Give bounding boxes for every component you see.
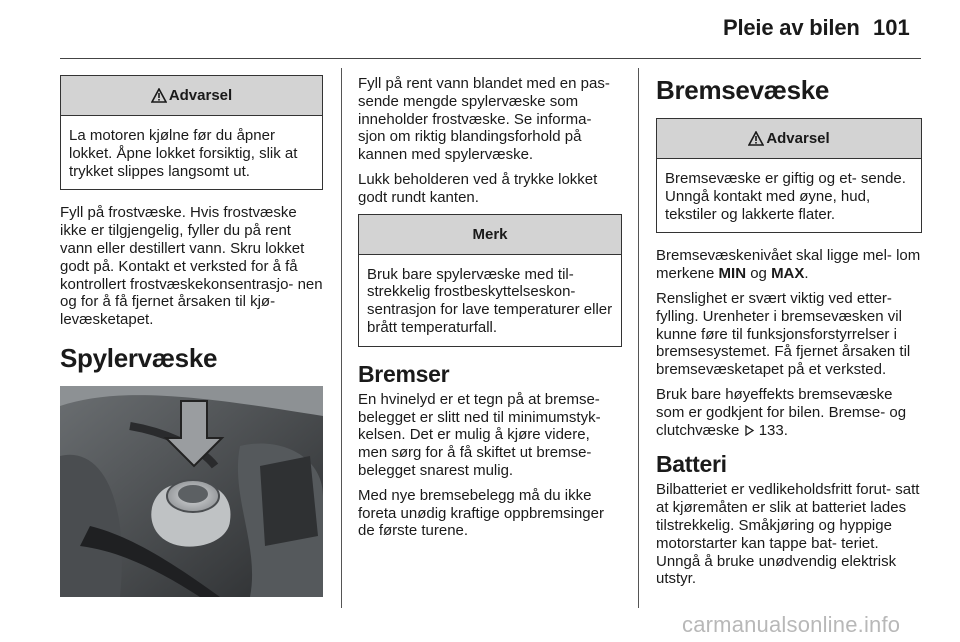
warning-box-title: Advarsel [766,130,830,147]
column-3 [656,75,922,595]
page-reference-icon [744,422,755,439]
note-box [358,214,622,347]
warning-triangle-icon [151,88,167,103]
warning-box [656,118,922,233]
warning-box-text: La motoren kjølne før du åpner lokket. Åpne lokket forsiktig, slik at trykket slippes langsomt ut. [69,127,298,180]
warning-box [60,75,323,190]
column-divider [341,68,342,608]
cleanliness-paragraph: Renslighet er svært viktig ved etter- fylling. Urenheter i bremsevæsken vil kunne føre til funksjonsforstyrrelser i bremsesystemet. Få fjernet årsaken til bremsevæsketapet på et verksted. [656,289,911,379]
page-number: 101 [873,15,910,40]
warning-box-title: Advarsel [168,87,233,104]
section-title-bremsevaeske: Bremsevæske [656,75,830,105]
note-box-text: Bruk bare spylervæske med til- strekkelig frostbeskyttelseskon- sentrasjon for lave temperaturer eller brått temperaturfall. [367,265,613,336]
column-1 [60,75,323,597]
brake-noise-paragraph: En hvinelyd er et tegn på at bremse- belegget er slitt ned til minimumstyk- kelsen. Det er mulig å kjøre videre, men sørg for å få skiftet ut bremse- belegget snarest mulig. [358,390,601,479]
warning-box-header [61,76,322,116]
max-label: MAX [771,265,805,283]
page-header [0,0,960,62]
header-divider [60,58,921,59]
approved-fluid-paragraph: Bruk bare høyeffekts bremsevæske som er godkjent for bilen. Bremse- og clutchvæske 133. [656,385,907,439]
warning-box-text: Bremsevæske er giftig og et- sende. Unngå kontakt med øyne, hud, tekstiler og lakkerte flater. [665,170,906,223]
note-box-title: Merk [472,225,508,243]
section-title-batteri: Batteri [656,451,727,478]
page-reference-link[interactable]: 133 [758,421,784,439]
warning-triangle-icon [748,131,764,146]
warning-box-header [657,119,921,159]
page-title: Pleie av bilen [723,15,860,40]
battery-paragraph: Bilbatteriet er vedlikeholdsfritt forut- satt at kjøremåten er slik at batteriet lades tilstrekkelig. Småkjøring og hyppige motorstarter kan tappe bat- teriet. Unngå å bruke unødvendig elektrisk utstyr. [656,481,920,588]
watermark: carmanualsonline.info [682,612,901,637]
section-title-spylervaeske: Spylervæske [60,342,218,373]
note-box-header [359,215,621,255]
column-2 [358,75,622,547]
washer-fill-paragraph: Fyll på rent vann blandet med en pas- sende mengde spylervæske som inneholder frostvæske. Se informa- sjon om riktig blandingsforhold på kannen med spylervæske. [358,75,610,164]
column-divider [638,68,639,608]
washer-fluid-reservoir-photo [60,386,323,597]
frost-paragraph: Fyll på frostvæske. Hvis frostvæske ikke er tilgjengelig, fyller du på rent vann eller destillert vann. Skru lokket godt på. Kontakt et verksted for å få kontrollert frostvæskekonsentrasjo- nen og for å få fjernet årsaken til kjø- levæsketapet. [60,204,323,329]
min-label: MIN [718,265,747,283]
section-title-bremser: Bremser [358,360,450,387]
washer-close-paragraph: Lukk beholderen ved å trykke lokket godt rundt kanten. [358,170,598,206]
new-brake-pads-paragraph: Med nye bremsebelegg må du ikke foreta unødig kraftige oppbremsinger de første turene. [358,486,604,540]
brake-fluid-level-paragraph: Bremsevæskenivået skal ligge mel- lom merkene MIN og MAX. [656,247,921,283]
